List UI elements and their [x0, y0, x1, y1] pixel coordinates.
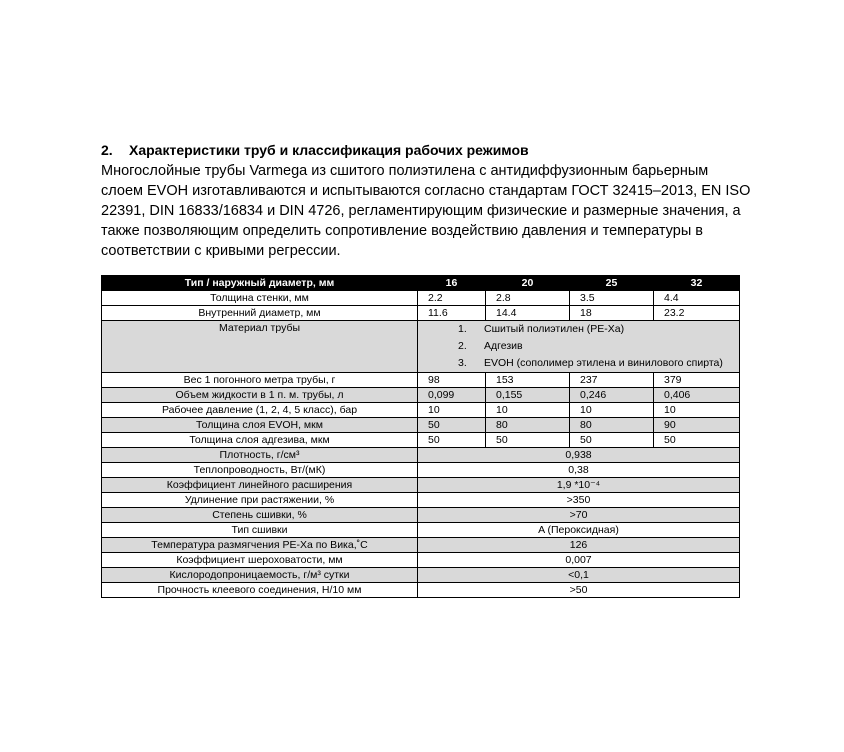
cell-value-merged: 0,938: [418, 448, 740, 463]
material-item-number: 3.: [458, 357, 467, 369]
material-item: [458, 355, 739, 372]
cell-value: 379: [654, 373, 740, 388]
table-row: [102, 291, 740, 306]
intro-line: слоем EVOH изготавливаются и испытываются согласно стандартам ГОСТ 32415–2013, EN ISO: [101, 183, 751, 199]
cell-value: 18: [570, 306, 654, 321]
row-label: Удлинение при растяжении, %: [102, 493, 418, 508]
section-heading: [101, 140, 529, 160]
table-row: [102, 568, 740, 583]
cell-value: 10: [570, 403, 654, 418]
row-label: Теплопроводность, Вт/(мК): [102, 463, 418, 478]
intro-line: соответствии с кривыми регрессии.: [101, 243, 341, 259]
table-row: [102, 523, 740, 538]
cell-value-merged: 1,9 *10⁻⁴: [418, 478, 740, 493]
row-label: Внутренний диаметр, мм: [102, 306, 418, 321]
table-row: [102, 388, 740, 403]
cell-value: 50: [486, 433, 570, 448]
cell-value-merged: >70: [418, 508, 740, 523]
cell-value-merged: >350: [418, 493, 740, 508]
cell-value-merged: 0,38: [418, 463, 740, 478]
cell-value: 0,406: [654, 388, 740, 403]
table-row: [102, 583, 740, 598]
cell-value: 50: [570, 433, 654, 448]
cell-value: 80: [486, 418, 570, 433]
cell-value: 90: [654, 418, 740, 433]
material-item: [458, 338, 739, 355]
table-row: [102, 373, 740, 388]
cell-value: 3.5: [570, 291, 654, 306]
table-row: [102, 478, 740, 493]
cell-value: 0,246: [570, 388, 654, 403]
cell-value: 4.4: [654, 291, 740, 306]
material-item-number: 2.: [458, 340, 467, 352]
cell-value: 50: [418, 433, 486, 448]
material-item-number: 1.: [458, 323, 467, 335]
cell-value: 0,099: [418, 388, 486, 403]
cell-value-merged: >50: [418, 583, 740, 598]
table-row: [102, 448, 740, 463]
table-row: [102, 306, 740, 321]
header-cell-32: 32: [654, 276, 740, 291]
intro-line: также позволяющим определить сопротивление воздействию давления и температуры в: [101, 223, 703, 239]
row-label: Толщина слоя EVOH, мкм: [102, 418, 418, 433]
cell-value: 14.4: [486, 306, 570, 321]
table-row: [102, 508, 740, 523]
material-item-text: Сшитый полиэтилен (PE-Xa): [484, 323, 625, 335]
table-row: [102, 403, 740, 418]
material-list: [418, 321, 739, 372]
table-row: [102, 418, 740, 433]
header-cell-25: 25: [570, 276, 654, 291]
table-row: [102, 538, 740, 553]
cell-value-merged: A (Пероксидная): [418, 523, 740, 538]
row-label: Коэффициент линейного расширения: [102, 478, 418, 493]
cell-value: 2.2: [418, 291, 486, 306]
cell-value: 50: [654, 433, 740, 448]
cell-value: 0,155: [486, 388, 570, 403]
row-label: Толщина слоя адгезива, мкм: [102, 433, 418, 448]
row-label: Объем жидкости в 1 п. м. трубы, л: [102, 388, 418, 403]
table-row: [102, 433, 740, 448]
cell-value: 10: [486, 403, 570, 418]
row-label: Степень сшивки, %: [102, 508, 418, 523]
table-row: [102, 493, 740, 508]
section-number: 2.: [101, 142, 113, 158]
row-label: Рабочее давление (1, 2, 4, 5 класс), бар: [102, 403, 418, 418]
cell-value: 11.6: [418, 306, 486, 321]
header-cell-16: 16: [418, 276, 486, 291]
material-item-text: Адгезив: [484, 340, 523, 352]
cell-value-merged: 126: [418, 538, 740, 553]
row-label: Вес 1 погонного метра трубы, г: [102, 373, 418, 388]
cell-value: 50: [418, 418, 486, 433]
row-label: Температура размягчения PE-Xa по Вика,˚С: [102, 538, 418, 553]
cell-value: 10: [418, 403, 486, 418]
table-row: [102, 463, 740, 478]
spec-table: [101, 275, 740, 598]
row-label: Материал трубы: [102, 321, 418, 373]
material-item: [458, 321, 739, 338]
material-item-text: EVOH (сополимер этилена и винилового спирта): [484, 357, 723, 369]
intro-paragraph: [101, 161, 751, 261]
table-row: [102, 553, 740, 568]
table-header-row: [102, 276, 740, 291]
cell-value: 10: [654, 403, 740, 418]
intro-line: 22391, DIN 16833/16834 и DIN 4726, регламентирующим физические и размерные значения, а: [101, 203, 741, 219]
cell-value: 153: [486, 373, 570, 388]
cell-value-merged: 0,007: [418, 553, 740, 568]
row-label: Кислородопроницаемость, г/м³ сутки: [102, 568, 418, 583]
cell-value-merged: <0,1: [418, 568, 740, 583]
cell-value: 2.8: [486, 291, 570, 306]
row-label: Тип сшивки: [102, 523, 418, 538]
cell-value: 98: [418, 373, 486, 388]
cell-value: 23.2: [654, 306, 740, 321]
row-label: Плотность, г/см³: [102, 448, 418, 463]
cell-value: 80: [570, 418, 654, 433]
row-label: Толщина стенки, мм: [102, 291, 418, 306]
row-label: Коэффициент шероховатости, мм: [102, 553, 418, 568]
table-row-material: [102, 321, 740, 373]
row-label: Прочность клеевого соединения, Н/10 мм: [102, 583, 418, 598]
cell-value: 237: [570, 373, 654, 388]
header-cell-type: Тип / наружный диаметр, мм: [102, 276, 418, 291]
header-cell-20: 20: [486, 276, 570, 291]
intro-line: Многослойные трубы Varmega из сшитого полиэтилена с антидиффузионным барьерным: [101, 163, 709, 179]
material-list-cell: [418, 321, 740, 373]
section-title: Характеристики труб и классификация рабочих режимов: [129, 142, 529, 158]
